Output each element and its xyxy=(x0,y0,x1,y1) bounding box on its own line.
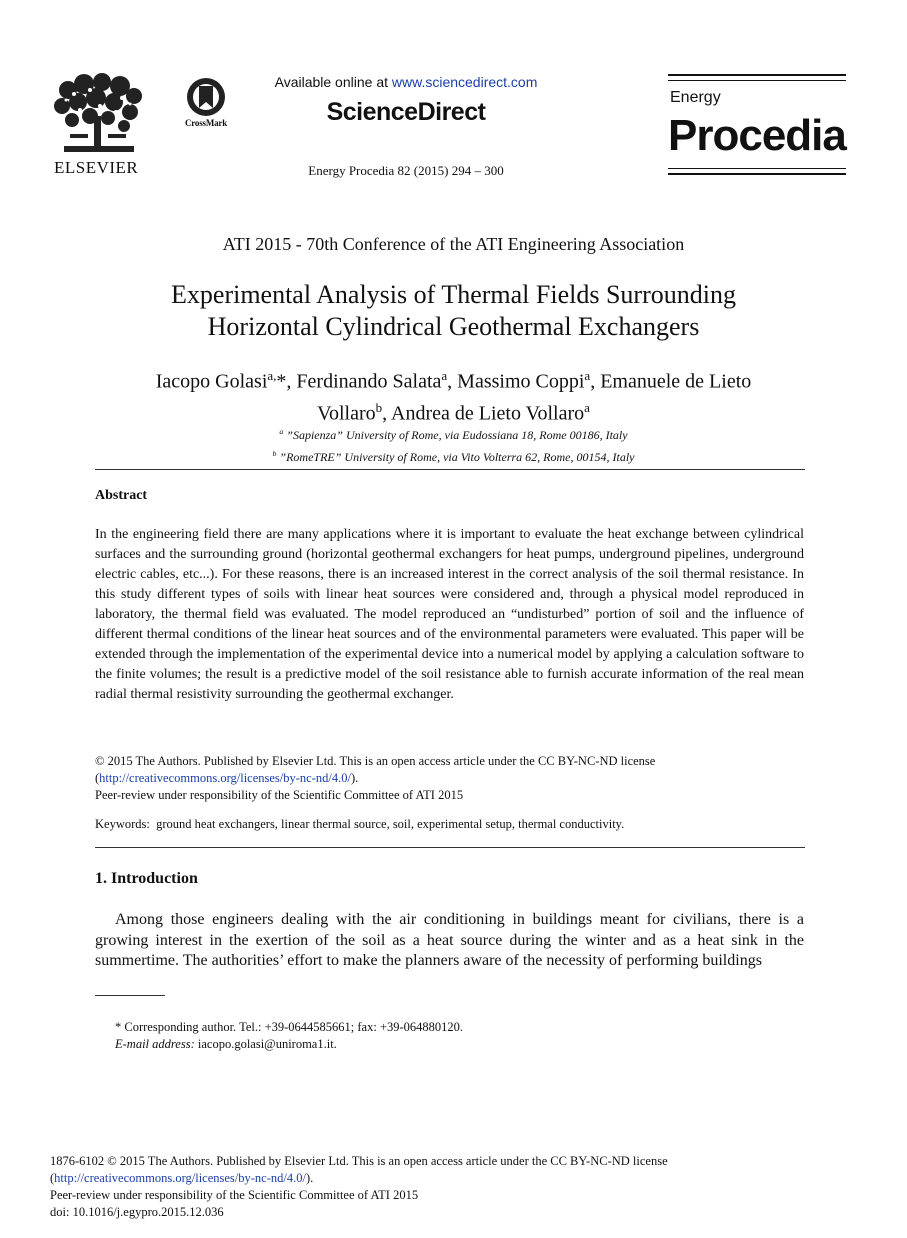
sciencedirect-link[interactable]: www.sciencedirect.com xyxy=(391,74,538,90)
footnote-corresponding: * Corresponding author. Tel.: +39-0644585661; fax: +39-064880120. xyxy=(115,1020,464,1034)
license-paren-close: ). xyxy=(350,771,359,785)
affiliation-a-sup: a xyxy=(279,427,284,436)
available-prefix: Available online at xyxy=(274,74,392,90)
author-coppi-sup: a xyxy=(584,368,591,383)
license-line-2 xyxy=(95,770,805,787)
rule-above-abstract xyxy=(95,469,805,470)
introduction-text xyxy=(95,910,804,972)
logo-rule-bottom xyxy=(668,168,846,169)
paper-title xyxy=(0,279,907,343)
author-golasi: Iacopo Golasi xyxy=(155,370,268,393)
bottom-line-2 xyxy=(50,1170,850,1187)
affiliation-a xyxy=(0,427,907,443)
author-emanuele: , Emanuele de Lieto xyxy=(590,370,752,393)
abstract-heading: Abstract xyxy=(95,488,148,503)
available-online xyxy=(236,74,576,90)
footnote-rule xyxy=(95,995,165,996)
logo-rule-bottom2 xyxy=(668,173,846,175)
email-label: E-mail address: xyxy=(115,1037,195,1051)
license-paren-open: ( xyxy=(95,771,100,785)
license-line-3: Peer-review under responsibility of the Scientific Committee of ATI 2015 xyxy=(95,788,464,802)
footnote xyxy=(115,1019,805,1053)
keywords-label: Keywords: xyxy=(95,817,150,831)
bottom-copyright xyxy=(50,1153,850,1221)
bottom-line-1: 1876-6102 © 2015 The Authors. Published by Elsevier Ltd. This is an open access article under the CC BY-NC-ND license xyxy=(50,1154,668,1168)
author-list xyxy=(0,363,907,426)
introduction-heading: 1. Introduction xyxy=(95,870,198,887)
logo-rule-top xyxy=(668,74,846,76)
abstract-text: In the engineering field there are many applications where it is important to evaluate the heat exchange between cylindrical surfaces and the surrounding ground (horizontal geothermal exchangers for heat pumps, underground pipelines, underground electric cables, etc...). For these reasons, there is an increased interest in the correct analysis of the soil thermal resistance. In this study different types of soils with linear heat sources were considered and, through a physical model reproduced in laboratory, the thermal field was evaluated. The model reproduced an “undisturbed” portion of soil and the influence of different thermal conditions of the linear heat sources and of the environmental parameters were evaluated. This paper will be extended through the implementation of the experimental device into a numerical model by applying a calculation software to the finite volumes; the result is a predictive model of the soil resistance able to furnish accurate information of the real mean radial thermal resistivity surrounding the geothermal exchanger. xyxy=(95,527,804,702)
energy-word: Energy xyxy=(670,89,721,106)
author-salata: , Ferdinando Salata xyxy=(286,370,442,393)
author-salata-sup: a xyxy=(441,368,448,383)
corresponding-star: * xyxy=(276,370,287,393)
author-emanuele-sup: b xyxy=(375,399,383,415)
rule-below-keywords xyxy=(95,847,805,848)
author-andrea: , Andrea de Lieto Vollaro xyxy=(382,402,585,425)
introduction-paragraph: Among those engineers dealing with the air conditioning in buildings meant for civilians, there is a growing interest in the exertion of the soil as a heat source during the winter and as a heat sink in the summertime. The authorities’ effort to make the planners aware of the necessity of performing buildings xyxy=(95,911,804,969)
author-coppi: , Massimo Coppi xyxy=(447,370,585,393)
author-emanuele-surname: Vollaro xyxy=(317,402,376,425)
logo-rule-top2 xyxy=(668,80,846,81)
title-line-1: Experimental Analysis of Thermal Fields Surrounding xyxy=(171,280,736,309)
keywords-text: ground heat exchangers, linear thermal source, soil, experimental setup, thermal conductivity. xyxy=(156,817,625,831)
elsevier-tree-icon xyxy=(50,72,146,158)
doi: doi: 10.1016/j.egypro.2015.12.036 xyxy=(50,1205,224,1219)
email-address: iacopo.golasi@uniroma1.it. xyxy=(194,1037,337,1051)
crossmark-label: CrossMark xyxy=(184,118,228,128)
crossmark-badge[interactable] xyxy=(176,76,236,134)
bottom-line-3: Peer-review under responsibility of the Scientific Committee of ATI 2015 xyxy=(50,1188,419,1202)
affiliation-b xyxy=(0,449,907,465)
crossmark-icon xyxy=(183,76,229,118)
title-line-2: Horizontal Cylindrical Geothermal Exchangers xyxy=(207,312,700,341)
license-link[interactable]: http://creativecommons.org/licenses/by-nc-nd/4.0/ xyxy=(99,771,351,785)
bottom-paren-close: ). xyxy=(305,1171,314,1185)
affiliation-b-sup: b xyxy=(272,449,277,458)
procedia-word: Procedia xyxy=(668,111,846,160)
author-andrea-sup: a xyxy=(584,399,590,415)
elsevier-wordmark: ELSEVIER xyxy=(54,158,139,177)
authors-line-1 xyxy=(0,363,907,395)
license-block xyxy=(95,753,805,804)
license-line-1: © 2015 The Authors. Published by Elsevier Ltd. This is an open access article under the CC BY-NC-ND license xyxy=(95,754,656,768)
authors-line-2 xyxy=(0,395,907,427)
affiliation-b-text: ”RomeTRE” University of Rome, via Vito Volterra 62, Rome, 00154, Italy xyxy=(276,450,635,464)
affiliation-a-text: ”Sapienza” University of Rome, via Eudossiana 18, Rome 00186, Italy xyxy=(283,428,628,442)
energy-procedia-logo xyxy=(668,74,846,178)
journal-reference: Energy Procedia 82 (2015) 294 – 300 xyxy=(308,163,504,178)
author-golasi-sup: a, xyxy=(267,368,277,383)
elsevier-logo xyxy=(50,72,146,176)
sciencedirect-logo: ScienceDirect xyxy=(326,98,486,126)
conference-name: ATI 2015 - 70th Conference of the ATI Engineering Association xyxy=(222,234,685,254)
footnote-email xyxy=(115,1036,805,1053)
bottom-license-link[interactable]: http://creativecommons.org/licenses/by-nc-nd/4.0/ xyxy=(54,1171,306,1185)
keywords xyxy=(95,816,805,833)
bottom-paren-open: ( xyxy=(50,1171,55,1185)
